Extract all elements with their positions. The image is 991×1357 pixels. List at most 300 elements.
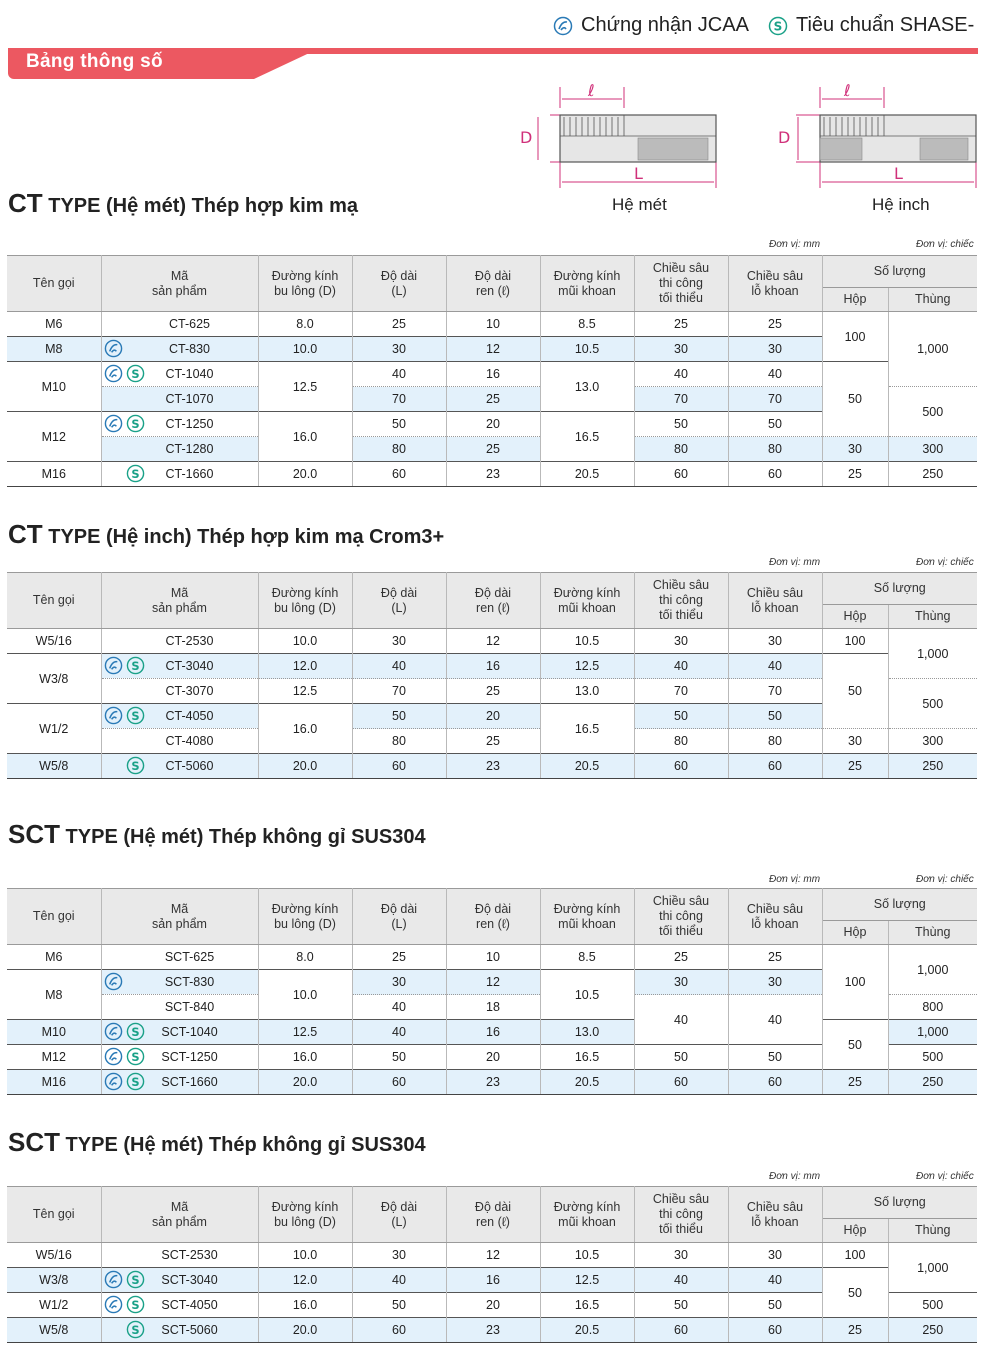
cell-l: 25: [352, 945, 446, 970]
spec-table-4: [7, 1186, 977, 1343]
col-code: Mã sản phẩm: [101, 1187, 258, 1243]
cell-carton: 1,000: [888, 312, 977, 387]
table-row: [7, 754, 977, 779]
jcaa-icon: [104, 339, 123, 358]
shase-icon: [126, 756, 145, 775]
svg-text:S: S: [130, 1272, 140, 1287]
col-qty: Số lượng: [822, 889, 977, 921]
col-length: Độ dài (L): [352, 573, 446, 629]
dim-l-label: L: [634, 164, 643, 183]
cell-carton: 1,000: [888, 629, 977, 679]
cell-box: 100: [822, 629, 888, 654]
jcaa-icon: [104, 1295, 123, 1314]
cell-carton: 250: [888, 1070, 977, 1095]
cell-code: [101, 387, 258, 412]
shase-icon: [126, 364, 145, 383]
cell-min: 30: [634, 1243, 728, 1268]
cell-code: [101, 1243, 258, 1268]
cell-min: 40: [634, 362, 728, 387]
cell-name: W3/8: [7, 654, 101, 704]
cell-hole: 50: [728, 412, 822, 437]
cell-hole: 50: [728, 1293, 822, 1318]
code-text: SCT-830: [164, 975, 215, 989]
cell-l: 30: [352, 629, 446, 654]
cell-code: [101, 945, 258, 970]
shase-icon: [126, 1320, 145, 1339]
cell-name: M16: [7, 462, 101, 487]
col-name: Tên gọi: [7, 256, 101, 312]
cell-min: 50: [634, 412, 728, 437]
cell-l: 60: [352, 754, 446, 779]
unit-pcs: Đơn vị: chiếc: [916, 874, 974, 885]
cell-name: W3/8: [7, 1268, 101, 1293]
cell-carton: 250: [888, 754, 977, 779]
jcaa-icon: [553, 16, 573, 36]
col-carton: Thùng: [888, 1219, 977, 1243]
jcaa-icon: [104, 1270, 123, 1289]
cell-thread: 12: [446, 970, 540, 995]
cell-l: 50: [352, 704, 446, 729]
spec-table-1: [7, 255, 977, 487]
col-name: Tên gọi: [7, 1187, 101, 1243]
cell-d: 16.0: [258, 1045, 352, 1070]
cell-thread: 23: [446, 1070, 540, 1095]
cell-hole: 50: [728, 1045, 822, 1070]
cert-icons: [104, 656, 145, 675]
col-carton: Thùng: [888, 288, 977, 312]
cert-shase-label: Tiêu chuẩn SHASE-: [796, 14, 975, 36]
cell-thread: 16: [446, 1268, 540, 1293]
icon-spacer: [104, 756, 123, 775]
cell-d: 10.0: [258, 1243, 352, 1268]
cell-l: 60: [352, 1318, 446, 1343]
cell-thread: 18: [446, 995, 540, 1020]
cell-thread: 12: [446, 1243, 540, 1268]
table-row: [7, 629, 977, 654]
cell-thread: 25: [446, 437, 540, 462]
table-row: [7, 1243, 977, 1268]
svg-text:S: S: [130, 1074, 140, 1089]
col-code: Mã sản phẩm: [101, 889, 258, 945]
dim-thread-label-inch: ℓ: [844, 81, 851, 100]
cell-drill: 12.5: [540, 1268, 634, 1293]
cell-name: W1/2: [7, 1293, 101, 1318]
cell-code: [101, 362, 258, 387]
svg-text:S: S: [130, 1297, 140, 1312]
cell-d: 16.0: [258, 704, 352, 754]
col-box: Hộp: [822, 1219, 888, 1243]
cell-l: 40: [352, 1268, 446, 1293]
cell-drill: 20.5: [540, 462, 634, 487]
cell-carton: 250: [888, 462, 977, 487]
section-type: CT: [8, 188, 43, 218]
cell-l: 70: [352, 679, 446, 704]
cell-thread: 23: [446, 462, 540, 487]
cell-code: [101, 337, 258, 362]
cert-icons: [104, 1320, 145, 1339]
section-type: CT: [8, 519, 43, 549]
jcaa-icon: [104, 1047, 123, 1066]
cell-d: 12.0: [258, 1268, 352, 1293]
icon-spacer: [104, 464, 123, 483]
spec-table-2: [7, 572, 977, 779]
col-thread: Độ dài ren (ℓ): [446, 573, 540, 629]
col-drill: Đường kính mũi khoan: [540, 256, 634, 312]
cell-code: [101, 437, 258, 462]
cell-l: 40: [352, 995, 446, 1020]
jcaa-icon: [104, 1022, 123, 1041]
cell-name: W5/16: [7, 1243, 101, 1268]
section-desc: TYPE (Hệ mét) Thép hợp kim mạ: [42, 195, 359, 217]
cell-d: 20.0: [258, 1070, 352, 1095]
cell-d: 20.0: [258, 462, 352, 487]
col-thread: Độ dài ren (ℓ): [446, 1187, 540, 1243]
cell-l: 60: [352, 1070, 446, 1095]
cell-code: [101, 1070, 258, 1095]
unit-pcs: Đơn vị: chiếc: [916, 1171, 974, 1182]
col-hole-depth: Chiều sâu lỗ khoan: [728, 1187, 822, 1243]
metric-anchor-diagram: [510, 80, 730, 190]
cert-jcaa-label: Chứng nhận JCAA: [581, 14, 749, 36]
cell-min: 60: [634, 462, 728, 487]
cell-name: M10: [7, 1020, 101, 1045]
cell-box: 50: [822, 654, 888, 729]
col-qty: Số lượng: [822, 573, 977, 605]
cell-hole: 40: [728, 995, 822, 1045]
col-code: Mã sản phẩm: [101, 256, 258, 312]
code-text: CT-5060: [165, 759, 214, 773]
cert-icons: [104, 756, 145, 775]
cell-thread: 16: [446, 362, 540, 387]
table-row: [7, 729, 977, 754]
code-text: CT-1250: [165, 417, 214, 431]
cell-code: [101, 704, 258, 729]
cell-hole: 60: [728, 754, 822, 779]
code-text: SCT-3040: [161, 1273, 218, 1287]
cell-code: [101, 754, 258, 779]
code-text: SCT-1660: [161, 1075, 218, 1089]
svg-text:S: S: [130, 1322, 140, 1337]
table-row: [7, 654, 977, 679]
section-desc: TYPE (Hệ mét) Thép không gỉ SUS304: [60, 1134, 426, 1156]
shase-icon: [768, 16, 788, 36]
cell-d: 12.5: [258, 362, 352, 412]
cell-min: 50: [634, 1293, 728, 1318]
table-row: [7, 312, 977, 337]
table-row: [7, 362, 977, 387]
cell-name: M12: [7, 412, 101, 462]
table-row: [7, 462, 977, 487]
cert-icons: [104, 464, 145, 483]
cell-name: M6: [7, 945, 101, 970]
cert-jcaa: [553, 14, 749, 37]
cell-hole: 80: [728, 729, 822, 754]
cell-d: 16.0: [258, 1293, 352, 1318]
cell-drill: 13.0: [540, 362, 634, 412]
cert-icons: [104, 1022, 145, 1041]
cell-l: 80: [352, 437, 446, 462]
col-qty: Số lượng: [822, 1187, 977, 1219]
cell-l: 50: [352, 1045, 446, 1070]
cell-carton: 500: [888, 1045, 977, 1070]
cell-code: [101, 1318, 258, 1343]
table-row: [7, 1020, 977, 1045]
col-hole-depth: Chiều sâu lỗ khoan: [728, 256, 822, 312]
cell-d: 20.0: [258, 754, 352, 779]
cell-min: 60: [634, 754, 728, 779]
metric-diagram-label: Hệ mét: [612, 195, 667, 214]
cell-min: 40: [634, 654, 728, 679]
cert-icons: [104, 972, 123, 991]
table-row: [7, 437, 977, 462]
unit-mm: Đơn vị: mm: [769, 874, 821, 885]
cell-l: 50: [352, 412, 446, 437]
cell-name: M10: [7, 362, 101, 412]
cell-drill: 16.5: [540, 1293, 634, 1318]
shase-icon: [126, 1047, 145, 1066]
cell-drill: 20.5: [540, 1318, 634, 1343]
col-qty: Số lượng: [822, 256, 977, 288]
cell-hole: 50: [728, 704, 822, 729]
cell-box: 30: [822, 437, 888, 462]
section-type: SCT: [8, 819, 60, 849]
cell-l: 30: [352, 337, 446, 362]
cell-drill: 13.0: [540, 1020, 634, 1045]
cell-l: 70: [352, 387, 446, 412]
col-bolt-dia: Đường kính bu lông (D): [258, 256, 352, 312]
code-text: CT-4050: [165, 709, 214, 723]
cell-hole: 40: [728, 362, 822, 387]
col-min-depth: Chiều sâu thi công tối thiểu: [634, 1187, 728, 1243]
svg-text:S: S: [130, 708, 140, 723]
cell-thread: 10: [446, 945, 540, 970]
cell-drill: 8.5: [540, 312, 634, 337]
cell-d: 10.0: [258, 629, 352, 654]
cell-carton: 800: [888, 995, 977, 1020]
cell-box: 100: [822, 312, 888, 362]
cell-thread: 12: [446, 337, 540, 362]
cell-hole: 60: [728, 1318, 822, 1343]
unit-mm: Đơn vị: mm: [769, 1171, 821, 1182]
cell-hole: 60: [728, 1070, 822, 1095]
col-box: Hộp: [822, 921, 888, 945]
cell-drill: 20.5: [540, 754, 634, 779]
col-drill: Đường kính mũi khoan: [540, 889, 634, 945]
cell-name: M12: [7, 1045, 101, 1070]
cell-d: 8.0: [258, 945, 352, 970]
cert-icons: [104, 1047, 145, 1066]
cell-hole: 30: [728, 970, 822, 995]
cell-d: 12.5: [258, 679, 352, 704]
cell-min: 50: [634, 1045, 728, 1070]
cell-thread: 20: [446, 412, 540, 437]
cert-icons: [104, 364, 145, 383]
shase-icon: [126, 1022, 145, 1041]
cell-min: 25: [634, 312, 728, 337]
cell-min: 80: [634, 437, 728, 462]
cell-min: 30: [634, 970, 728, 995]
cell-code: [101, 729, 258, 754]
cell-drill: 10.5: [540, 629, 634, 654]
cert-shase: [768, 14, 974, 37]
cell-box: 100: [822, 1243, 888, 1268]
svg-text:S: S: [130, 658, 140, 673]
section-title-3: [8, 819, 426, 850]
col-bolt-dia: Đường kính bu lông (D): [258, 573, 352, 629]
cell-code: [101, 412, 258, 437]
cert-icons: [104, 1072, 145, 1091]
section-desc: TYPE (Hệ mét) Thép không gỉ SUS304: [60, 826, 426, 848]
code-text: CT-3040: [165, 659, 214, 673]
cell-carton: 500: [888, 1293, 977, 1318]
code-text: CT-4080: [165, 734, 214, 748]
cell-l: 40: [352, 654, 446, 679]
cert-icons: [104, 706, 145, 725]
cell-box: 30: [822, 729, 888, 754]
cell-d: 8.0: [258, 312, 352, 337]
cell-hole: 40: [728, 1268, 822, 1293]
cell-drill: 10.5: [540, 337, 634, 362]
inch-anchor-diagram: [770, 80, 985, 190]
col-bolt-dia: Đường kính bu lông (D): [258, 889, 352, 945]
code-text: CT-1070: [165, 392, 214, 406]
cell-name: W5/8: [7, 754, 101, 779]
col-length: Độ dài (L): [352, 889, 446, 945]
cell-thread: 23: [446, 754, 540, 779]
cell-name: M16: [7, 1070, 101, 1095]
cell-name: W1/2: [7, 704, 101, 754]
cell-code: [101, 462, 258, 487]
cell-code: [101, 654, 258, 679]
svg-text:S: S: [130, 758, 140, 773]
cell-min: 30: [634, 337, 728, 362]
table-row: [7, 1268, 977, 1293]
cell-d: 20.0: [258, 1318, 352, 1343]
section-title-4: [8, 1127, 426, 1158]
dim-d-label-inch: D: [778, 128, 791, 147]
cell-box: 25: [822, 1318, 888, 1343]
banner-title: Bảng thông số: [26, 51, 163, 72]
code-text: SCT-5060: [161, 1323, 218, 1337]
dim-l-label-inch: L: [894, 164, 903, 183]
cell-carton: 500: [888, 679, 977, 729]
cell-l: 25: [352, 312, 446, 337]
icon-spacer: [104, 1320, 123, 1339]
shase-icon: [126, 1295, 145, 1314]
col-name: Tên gọi: [7, 889, 101, 945]
cell-hole: 30: [728, 1243, 822, 1268]
svg-text:S: S: [130, 366, 140, 381]
cell-code: [101, 1045, 258, 1070]
col-drill: Đường kính mũi khoan: [540, 573, 634, 629]
cell-thread: 20: [446, 1293, 540, 1318]
cell-d: 10.0: [258, 337, 352, 362]
col-min-depth: Chiều sâu thi công tối thiểu: [634, 889, 728, 945]
cell-hole: 70: [728, 387, 822, 412]
cell-drill: 10.5: [540, 970, 634, 1020]
cell-drill: 8.5: [540, 945, 634, 970]
svg-text:S: S: [130, 1024, 140, 1039]
cell-code: [101, 1268, 258, 1293]
cell-min: 25: [634, 945, 728, 970]
cell-min: 60: [634, 1070, 728, 1095]
cell-l: 50: [352, 1293, 446, 1318]
shase-icon: [126, 464, 145, 483]
cell-code: [101, 1020, 258, 1045]
cell-min: 80: [634, 729, 728, 754]
jcaa-icon: [104, 1072, 123, 1091]
unit-mm: Đơn vị: mm: [769, 557, 821, 568]
cell-min: 40: [634, 995, 728, 1045]
code-text: CT-1660: [165, 467, 214, 481]
cell-d: 10.0: [258, 970, 352, 1020]
cell-hole: 25: [728, 945, 822, 970]
dim-d-label: D: [520, 128, 533, 147]
cell-carton: 500: [888, 387, 977, 437]
table-row: [7, 1318, 977, 1343]
cell-hole: 25: [728, 312, 822, 337]
svg-text:S: S: [130, 466, 140, 481]
col-box: Hộp: [822, 288, 888, 312]
cell-drill: 16.5: [540, 704, 634, 754]
col-min-depth: Chiều sâu thi công tối thiểu: [634, 573, 728, 629]
cell-drill: 20.5: [540, 1070, 634, 1095]
jcaa-icon: [104, 656, 123, 675]
cell-drill: 12.5: [540, 654, 634, 679]
shase-icon: [126, 1270, 145, 1289]
section-desc: TYPE (Hệ inch) Thép hợp kim mạ Crom3+: [42, 526, 445, 548]
cell-drill: 13.0: [540, 679, 634, 704]
section-title-1: [8, 188, 358, 219]
code-text: SCT-840: [164, 1000, 215, 1014]
cell-hole: 80: [728, 437, 822, 462]
code-text: CT-2530: [165, 634, 214, 648]
cell-code: [101, 970, 258, 995]
code-text: SCT-1040: [161, 1025, 218, 1039]
col-min-depth: Chiều sâu thi công tối thiểu: [634, 256, 728, 312]
shase-icon: [126, 656, 145, 675]
cell-l: 30: [352, 1243, 446, 1268]
cell-l: 30: [352, 970, 446, 995]
cert-icons: [104, 339, 123, 358]
col-bolt-dia: Đường kính bu lông (D): [258, 1187, 352, 1243]
inch-diagram-label: Hệ inch: [872, 195, 930, 214]
cert-icons: [104, 1270, 145, 1289]
cell-box: 25: [822, 754, 888, 779]
code-text: SCT-2530: [161, 1248, 218, 1262]
col-length: Độ dài (L): [352, 1187, 446, 1243]
code-text: SCT-625: [164, 950, 215, 964]
cell-d: 12.5: [258, 1020, 352, 1045]
spec-table-3: [7, 888, 977, 1095]
cell-code: [101, 995, 258, 1020]
cell-thread: 20: [446, 704, 540, 729]
col-code: Mã sản phẩm: [101, 573, 258, 629]
svg-text:S: S: [130, 416, 140, 431]
cell-carton: 300: [888, 437, 977, 462]
cell-thread: 23: [446, 1318, 540, 1343]
cell-hole: 70: [728, 679, 822, 704]
cell-carton: 300: [888, 729, 977, 754]
code-text: CT-1040: [165, 367, 214, 381]
shase-icon: [126, 706, 145, 725]
cell-l: 40: [352, 362, 446, 387]
cert-icons: [104, 1295, 145, 1314]
cell-box: 25: [822, 462, 888, 487]
cell-thread: 10: [446, 312, 540, 337]
cell-min: 60: [634, 1318, 728, 1343]
cell-box: 50: [822, 1020, 888, 1070]
